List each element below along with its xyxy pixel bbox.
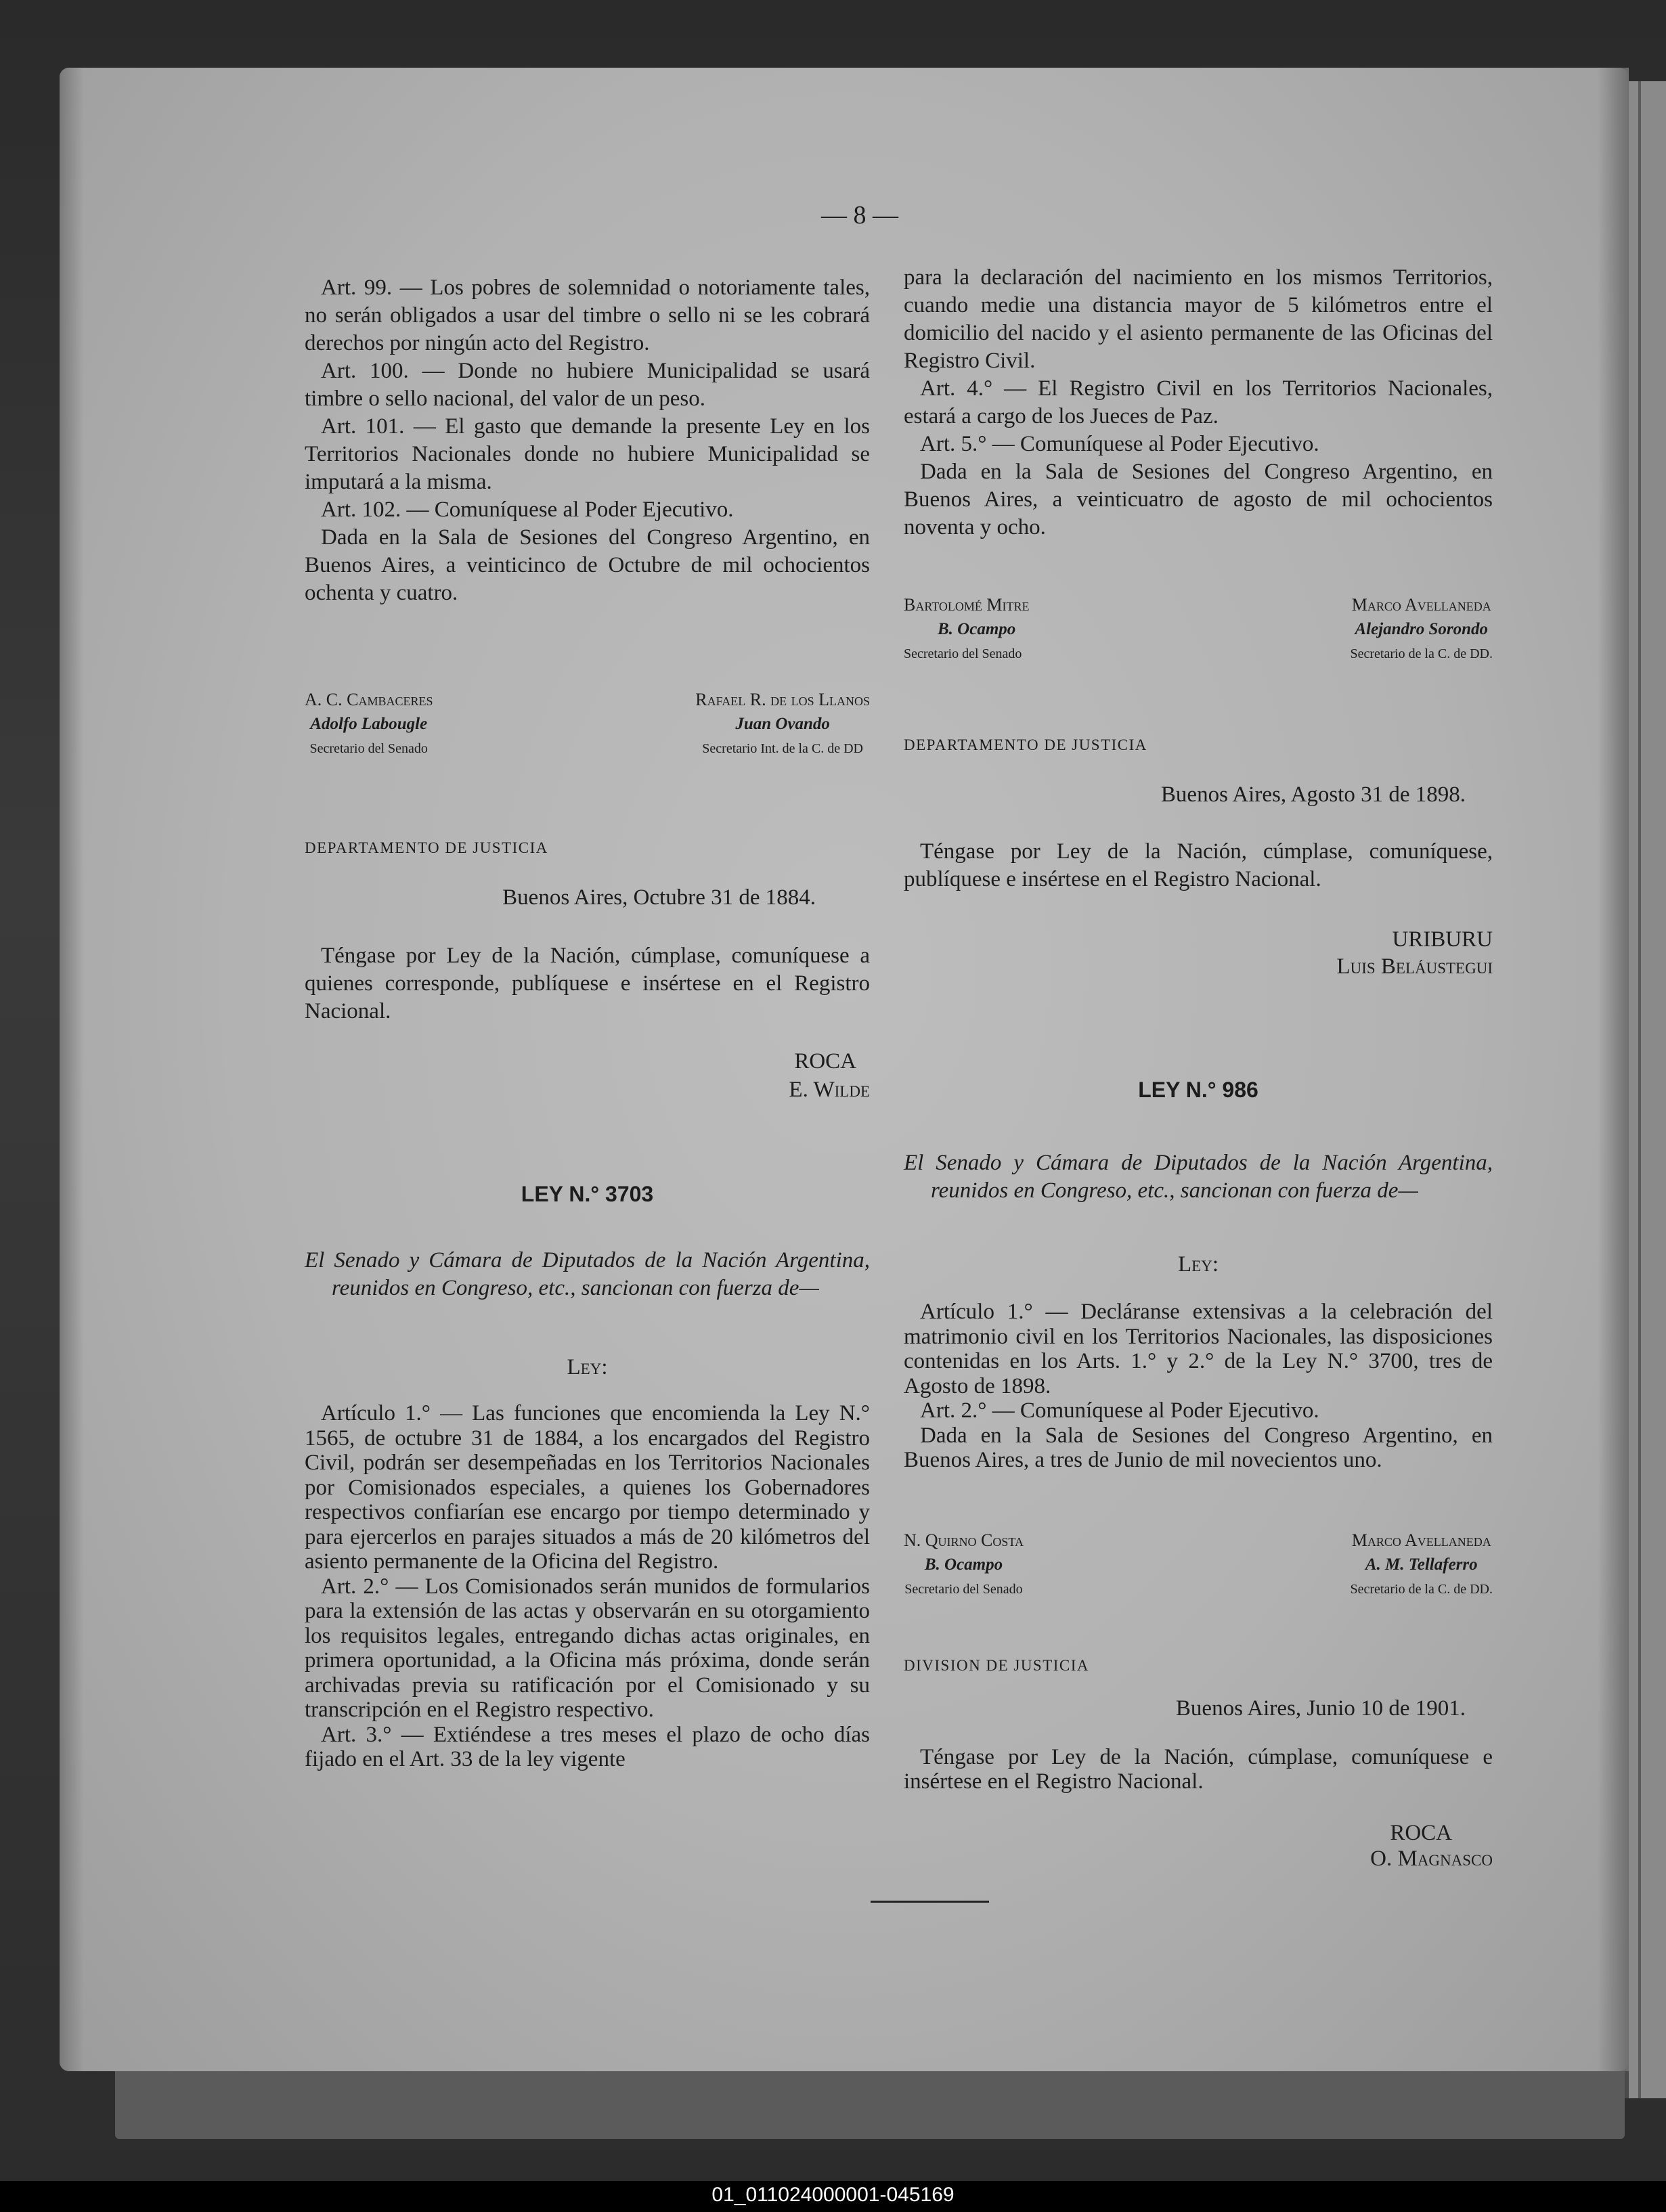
article-99: Art. 99. — Los pobres de solemnidad o notoriamente tales, no serán obligados a usar del timbre o sello ni se les cobrará derechos por ningún acto del Registro.	[305, 275, 870, 355]
articles-3703	[305, 1401, 870, 1772]
signature-uriburu: URIBURU	[1392, 927, 1493, 952]
law-title-986: LEY N.° 986	[1138, 1078, 1258, 1102]
article-102: Art. 102. — Comuníquese al Poder Ejecutivo.	[321, 497, 734, 522]
articles-986	[904, 1300, 1493, 1473]
right-column-articles	[904, 264, 1493, 541]
page-number: — 8 —	[821, 201, 898, 229]
division-heading: DIVISION DE JUSTICIA	[904, 1657, 1090, 1674]
article-1: Artículo 1.° — Las funciones que encomienda la Ley N.° 1565, de octubre 31 de 1884, a los encargados del Registro Civil, podrán ser desempeñadas en los Territorios Nacionales por Comisionados especiales, a quienes los Gobernadores respectivos confiarían ese encargo por tiempo determinado y para ejercerlos en parajes situados a más de 20 kilómetros del asiento permanente de la Oficina del Registro.	[305, 1401, 870, 1574]
signature-belaustegui: Luis Beláustegui	[1336, 954, 1493, 979]
decree-date-3: Buenos Aires, Junio 10 de 1901.	[1175, 1696, 1466, 1721]
article-5: Art. 5.° — Comuníquese al Poder Ejecutivo.	[920, 432, 1319, 456]
article-3: Art. 3.° — Extiéndese a tres meses el plazo de ocho días fijado en el Art. 33 de la ley vigente	[305, 1722, 870, 1771]
signatures-block	[305, 688, 870, 761]
preamble-986: El Senado y Cámara de Diputados de la Nación Argentina, reunidos en Congreso, etc., sancionan con fuerza de—	[904, 1151, 1493, 1203]
signature-right-3: Marco Avellaneda A. M. Tellaferro Secretario de la C. de DD.	[1350, 1530, 1493, 1597]
signature-magnasco: O. Magnasco	[1370, 1846, 1493, 1871]
decree-date-2: Buenos Aires, Agosto 31 de 1898.	[1160, 782, 1466, 807]
signature-roca: ROCA	[794, 1049, 856, 1074]
article-101: Art. 101. — El gasto que demande la presente Ley en los Territorios Nacionales donde no hubiere Municipalidad se imputará a la misma.	[305, 414, 870, 494]
dada-paragraph-986: Dada en la Sala de Sesiones del Congreso Argentino, en Buenos Aires, a tres de Junio de mil novecientos uno.	[904, 1423, 1493, 1472]
article-100: Art. 100. — Donde no hubiere Municipalidad se usará timbre o sello nacional, del valor de un peso.	[305, 359, 870, 411]
article-2: Art. 2.° — Los Comisionados serán munidos de formularios para la extensión de las actas y observarán en su otorgamiento los requisitos legales, entregando dichas actas originales, en primera oportunidad, a la Oficina más próxima, donde serán archivadas previa su ratificación por el Comisionado y su transcripción en el Registro respectivo.	[305, 1574, 870, 1722]
preamble-3703: El Senado y Cámara de Diputados de la Nación Argentina, reunidos en Congreso, etc., sancionan con fuerza de—	[305, 1248, 870, 1300]
decree-text-2: Téngase por Ley de la Nación, cúmplase, comuníquese, publíquese e insértese en el Registro Nacional.	[904, 839, 1493, 891]
ley-label-3703: Ley:	[567, 1355, 608, 1379]
end-rule	[871, 1901, 989, 1903]
signature-left-3: N. Quirno Costa B. Ocampo Secretario del Senado	[904, 1530, 1024, 1597]
dada-paragraph: Dada en la Sala de Sesiones del Congreso Argentino, en Buenos Aires, a veinticinco de Octubre de mil ochocientos ochenta y cuatro.	[305, 525, 870, 605]
signatures-block-2	[904, 593, 1493, 666]
page-edge-right	[1598, 68, 1629, 2071]
footer-id: 01_011024000001-045169	[711, 2184, 955, 2206]
article-2-986: Art. 2.° — Comuníquese al Poder Ejecutivo.	[920, 1398, 1319, 1423]
ley-label-986: Ley:	[1178, 1252, 1219, 1277]
signature-right: Rafael R. de los Llanos Juan Ovando Secretario Int. de la C. de DD	[695, 690, 870, 756]
department-heading: DEPARTAMENTO DE JUSTICIA	[305, 839, 548, 856]
left-column-articles	[305, 274, 870, 607]
signature-left: A. C. Cambaceres Adolfo Labougle Secretario del Senado	[305, 690, 433, 756]
article-4: Art. 4.° — El Registro Civil en los Territorios Nacionales, estará a cargo de los Jueces de Paz.	[904, 376, 1493, 428]
law-title-3703: LEY N.° 3703	[521, 1182, 654, 1206]
continuation-paragraph: para la declaración del nacimiento en los mismos Territorios, cuando medie una distancia mayor de 5 kilómetros entre el domicilio del nacido y el asiento permanente de las Oficinas del Registro Civil.	[904, 265, 1493, 373]
signature-left-2: Bartolomé Mitre B. Ocampo Secretario del Senado	[904, 595, 1030, 661]
decree-text: Téngase por Ley de la Nación, cúmplase, comuníquese a quienes corresponde, publíquese e insértese en el Registro Nacional.	[305, 944, 870, 1023]
signature-wilde: E. Wilde	[789, 1078, 870, 1102]
page-edge-left	[60, 68, 84, 2071]
decree-text-3: Téngase por Ley de la Nación, cúmplase, comuníquese e insértese en el Registro Nacional.	[904, 1745, 1493, 1794]
signature-right-2: Marco Avellaneda Alejandro Sorondo Secretario de la C. de DD.	[1350, 595, 1493, 661]
decree-date: Buenos Aires, Octubre 31 de 1884.	[502, 885, 816, 910]
department-heading-2: DEPARTAMENTO DE JUSTICIA	[904, 736, 1147, 753]
article-1-986: Artículo 1.° — Decláranse extensivas a la celebración del matrimonio civil en los Territorios Nacionales, las disposiciones contenidas en los Arts. 1.° y 2.° de la Ley N.° 3700, tres de Agosto de 1898.	[904, 1300, 1493, 1398]
signatures-block-3	[904, 1528, 1493, 1601]
signature-roca-2: ROCA	[1390, 1821, 1452, 1845]
dada-paragraph-2: Dada en la Sala de Sesiones del Congreso Argentino, en Buenos Aires, a veinticuatro de agosto de mil ochocientos noventa y ocho.	[904, 460, 1493, 539]
